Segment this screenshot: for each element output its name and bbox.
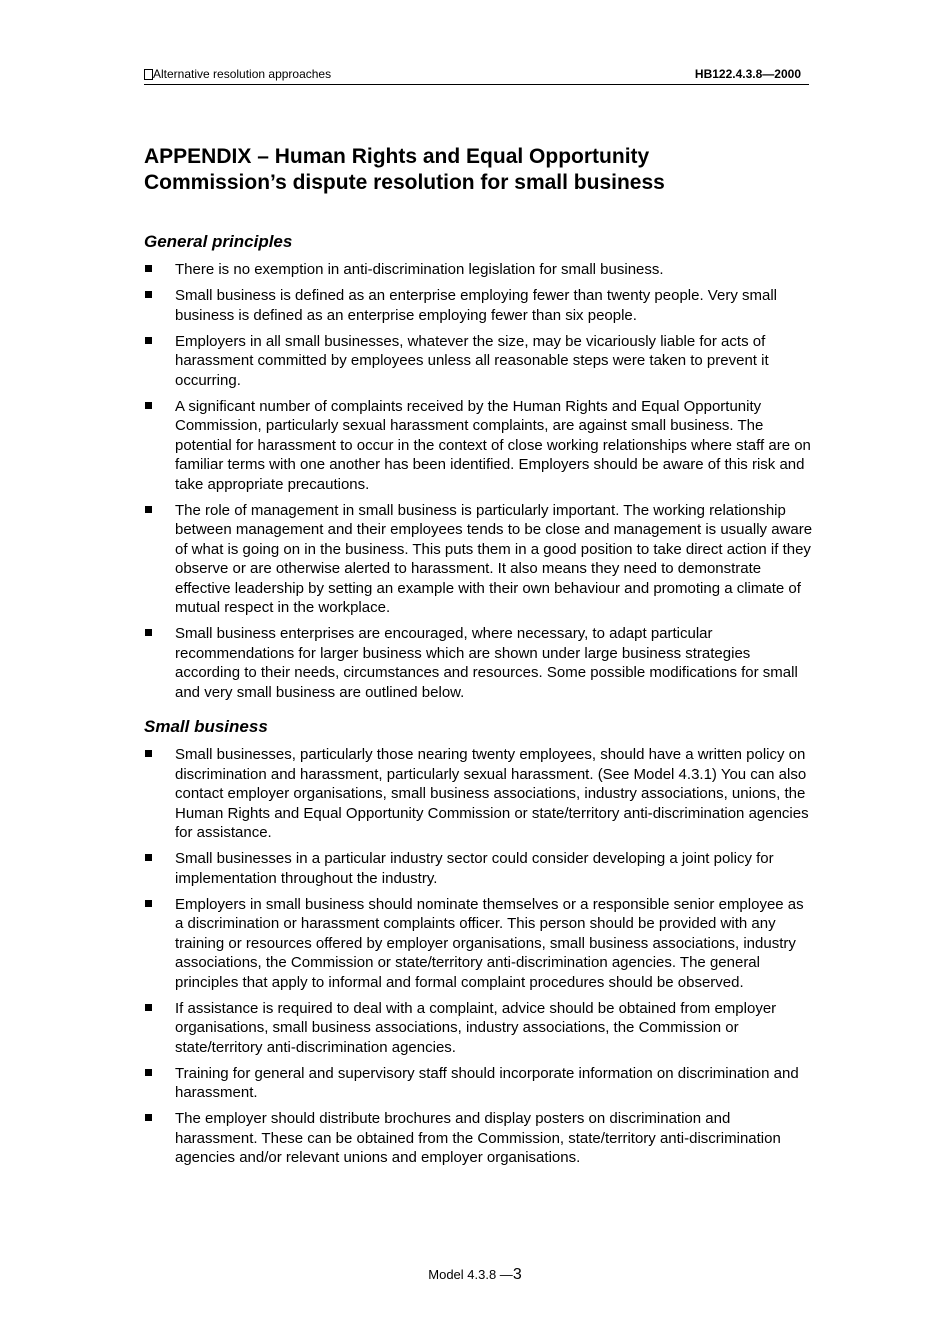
list-item-text: Training for general and supervisory staff should incorporate information on discrimination and harassment. xyxy=(175,1064,799,1101)
section-heading: General principles xyxy=(144,232,293,251)
list-item xyxy=(144,895,816,993)
list-item xyxy=(144,1109,816,1168)
page-header xyxy=(144,66,809,85)
list-item xyxy=(144,501,816,618)
square-bullet-icon xyxy=(145,750,152,757)
list-item xyxy=(144,260,816,280)
list-item xyxy=(144,745,816,843)
list-item xyxy=(144,624,816,702)
list-item-text: Small businesses, particularly those nearing twenty employees, should have a written policy on discrimination and harassment, particularly sexual harassment. (See Model 4.3.1) You can also contact employer organisations, small business associations, industry associations, unions, the Human Rights and Equal Opportunity Commission or state/territory anti-discrimination agencies for assistance. xyxy=(175,746,809,841)
list-item xyxy=(144,332,816,391)
list-item-text: Small business is defined as an enterprise employing fewer than twenty people. Very small business is defined as an enterprise employing fewer than six people. xyxy=(175,287,777,324)
square-bullet-icon xyxy=(145,1114,152,1121)
list-item xyxy=(144,999,816,1058)
page-footer xyxy=(0,1266,950,1284)
list-item xyxy=(144,286,816,325)
page-title-line-1: APPENDIX – Human Rights and Equal Opportunity xyxy=(144,145,650,168)
list-item xyxy=(144,397,816,495)
bullet-list xyxy=(144,745,816,1168)
list-item xyxy=(144,849,816,888)
list-item-text: Employers in all small businesses, whatever the size, may be vicariously liable for acts of harassment committed by employees unless all reasonable steps were taken to prevent it occurring. xyxy=(175,332,769,389)
list-item xyxy=(144,1064,816,1103)
section-small-business xyxy=(144,717,816,1174)
square-bullet-icon xyxy=(145,1004,152,1011)
square-bullet-icon xyxy=(145,1069,152,1076)
square-bullet-icon xyxy=(145,506,152,513)
square-bullet-icon xyxy=(145,337,152,344)
header-left xyxy=(144,67,331,81)
list-item-text: If assistance is required to deal with a complaint, advice should be obtained from employer organisations, small business associations, industry associations, the Commission or state/territory anti-discrimination agencies. xyxy=(175,999,777,1056)
list-item-text: Small businesses in a particular industry sector could consider developing a joint policy for implementation throughout the industry. xyxy=(175,850,774,887)
page-title xyxy=(144,144,824,196)
header-section-title: Alternative resolution approaches xyxy=(153,67,332,81)
list-item-text: The employer should distribute brochures and display posters on discrimination and harassment. These can be obtained from the Commission, state/territory anti-discrimination agencies and/or relevant unions and employer organisations. xyxy=(175,1110,781,1166)
square-bullet-icon xyxy=(145,402,152,409)
list-item-text: Small business enterprises are encouraged, where necessary, to adapt particular recommendations for larger business which are shown under large business strategies according to their needs, circumstances and resources. Some possible modifications for small and very small business are outlined below. xyxy=(175,625,798,701)
bullet-list xyxy=(144,260,816,702)
header-document-code: HB122.4.3.8—2000 xyxy=(694,67,801,81)
square-bullet-icon xyxy=(145,629,152,636)
page-number: 3 xyxy=(512,1266,522,1283)
list-item-text: There is no exemption in anti-discrimination legislation for small business. xyxy=(175,261,664,278)
square-bullet-icon xyxy=(145,291,152,298)
section-heading: Small business xyxy=(144,717,268,736)
footer-label: Model 4.3.8 — xyxy=(428,1267,513,1282)
checkbox-glyph-icon xyxy=(144,69,153,80)
list-item-text: A significant number of complaints received by the Human Rights and Equal Opportunity Commission, particularly sexual harassment complaints, are against small business. The potential for harassment to occur in the context of close working relationships where staff are on familiar terms with one another has been identified. Employers should be aware of this risk and take appropriate precautions. xyxy=(175,397,811,493)
square-bullet-icon xyxy=(145,854,152,861)
section-general-principles xyxy=(144,232,816,709)
square-bullet-icon xyxy=(145,900,152,907)
page-title-line-2: Commission’s dispute resolution for small business xyxy=(144,171,665,194)
list-item-text: Employers in small business should nominate themselves or a responsible senior employee as a discrimination or harassment complaints officer. This person should be provided with any training or resources offered by employer organisations, small business associations, industry associations, the Commission or state/territory anti-discrimination agencies. The general principles that apply to informal and formal complaint procedures should be observed. xyxy=(175,895,804,991)
square-bullet-icon xyxy=(145,265,152,272)
list-item-text: The role of management in small business is particularly important. The working relationship between management and their employees tends to be close and management is usually aware of what is going on in the business. This puts them in a good position to take direct action if they observe or are otherwise alerted to harassment. It also means they need to demonstrate effective leadership by setting an example with their own behaviour and promoting a climate of mutual respect in the workplace. xyxy=(175,501,813,616)
